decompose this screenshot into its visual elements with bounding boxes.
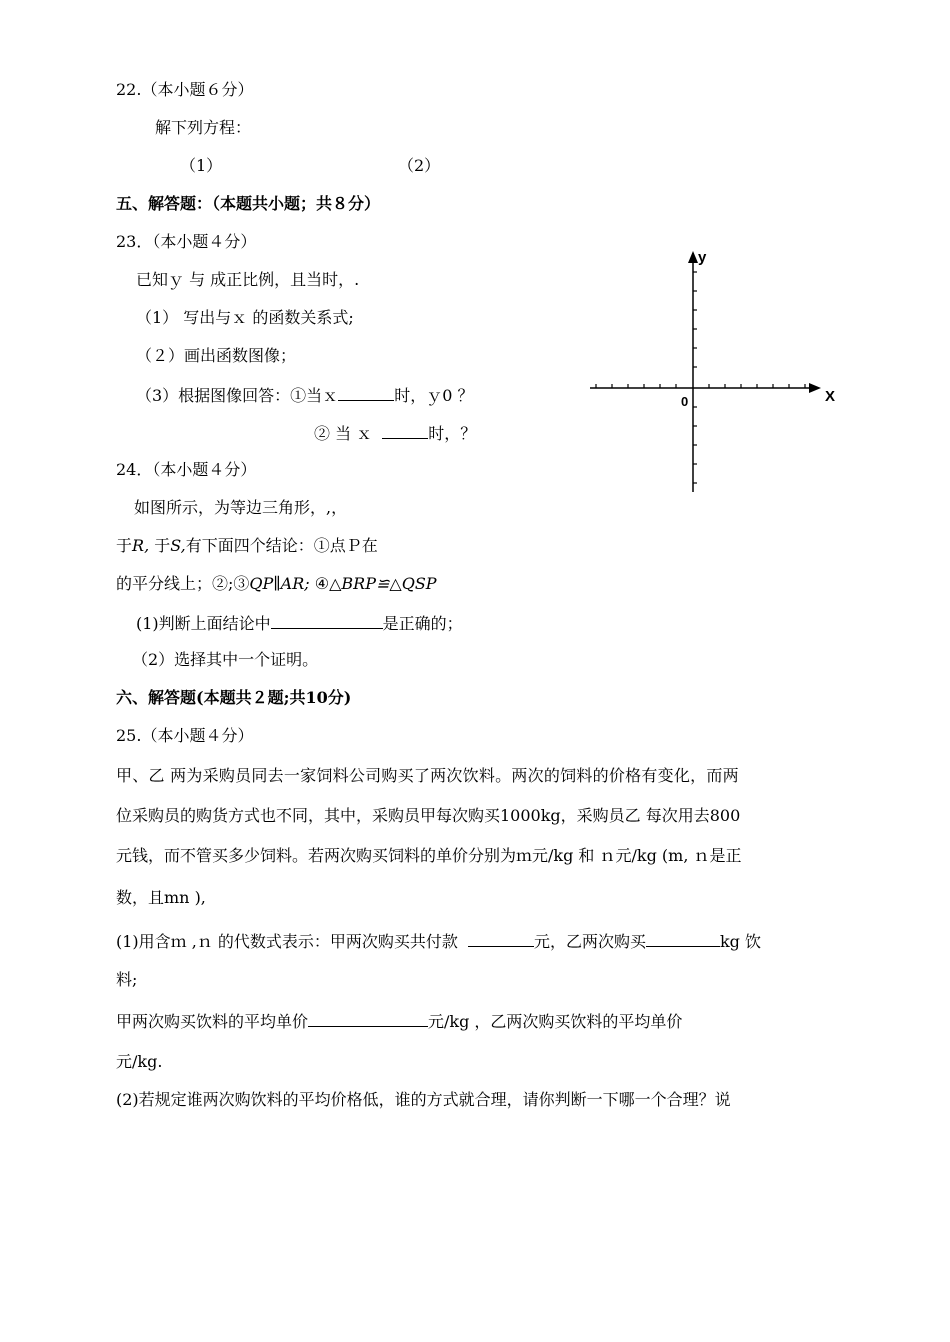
- q25-line4: 数，且mn ),: [116, 888, 206, 907]
- q23-part1: （1） 写出与ｘ 的函数关系式;: [136, 308, 354, 327]
- q24-line2-c: 有下面四个结论：①点Ｐ在: [185, 536, 378, 555]
- section6-title: 六、解答题(本题共２题;共10分): [116, 688, 352, 707]
- q23-stem: 已知ｙ 与 成正比例，且当时，.: [136, 270, 360, 289]
- q22-part1: （1）: [180, 156, 223, 175]
- q25-line5-b: 元，乙两次购买: [533, 932, 646, 951]
- q23-part4-text-a: ② 当 ｘ: [314, 424, 373, 443]
- q22-part2: （2）: [398, 156, 441, 175]
- q23-part3-text-a: （3）根据图像回答：①当ｘ: [136, 386, 339, 405]
- answer-blank[interactable]: [646, 930, 720, 947]
- x-axis-arrow: [809, 383, 821, 393]
- q25-line7: [116, 1010, 682, 1032]
- q25-line3: 元钱，而不管买多少饲料。若两次购买饲料的单价分别为ｍ元/kg 和 ｎ元/kg (m, ｎ是正: [116, 846, 742, 865]
- answer-blank[interactable]: [468, 930, 534, 947]
- q23-part2: （２）画出函数图像；: [136, 346, 297, 365]
- x-axis-label: X: [825, 388, 836, 405]
- q24-line2-s: S,: [170, 536, 186, 555]
- q24-line3: [116, 574, 437, 594]
- section5-title: 五、解答题：（本题共小题；共８分）: [116, 194, 381, 213]
- q24-line4-b: 是正确的；: [382, 614, 463, 633]
- q25-line9: (2)若规定谁两次购饮料的平均价格低，谁的方式就合理，请你判断一下哪一个合理？说: [116, 1090, 731, 1109]
- q25-line7-b: 元/kg ，乙两次购买饮料的平均单价: [428, 1012, 683, 1031]
- coordinate-axes-graph: [585, 245, 840, 495]
- q24-header: 24．（本小题４分）: [116, 460, 257, 479]
- q25-line5-c: kg 饮: [719, 932, 761, 951]
- q24-line2-b: 于: [149, 536, 171, 555]
- answer-blank[interactable]: [308, 1010, 428, 1027]
- q24-line5: （2）选择其中一个证明。: [132, 650, 319, 669]
- q25-line1: 甲、乙 两为采购员同去一家饲料公司购买了两次饮料。两次的饲料的价格有变化，而两: [116, 766, 739, 785]
- q22-header: 22.（本小题６分）: [116, 80, 254, 99]
- q24-line2-r: R,: [132, 536, 150, 555]
- q23-part3-text-b: 时，ｙ0 ？: [394, 386, 474, 405]
- q24-line3-b: QP∥AR;: [249, 574, 310, 593]
- q25-line6: 料;: [116, 970, 138, 989]
- origin-label: 0: [681, 394, 689, 409]
- q24-line4: [136, 612, 463, 634]
- q25-line5-a: (1)用含ｍ ,ｎ 的代数式表示：甲两次购买共付款: [116, 932, 458, 951]
- q23-part3: [136, 384, 473, 406]
- q24-line4-a: (1)判断上面结论中: [136, 614, 271, 633]
- q24-line3-a: 的平分线上；②;③: [116, 574, 250, 593]
- y-axis-arrow: [688, 251, 698, 263]
- q22-instruction: 解下列方程：: [155, 118, 252, 137]
- q24-line3-c: ④: [309, 574, 330, 593]
- answer-blank[interactable]: [271, 612, 383, 629]
- q23-header: 23．（本小题４分）: [116, 232, 257, 251]
- q25-line5: [116, 930, 761, 952]
- q24-line2-a: 于: [116, 536, 133, 555]
- q24-line2: [116, 536, 378, 556]
- q23-part4: [314, 422, 476, 444]
- q25-line8: 元/kg.: [116, 1052, 163, 1071]
- q24-line3-d: △BRP≌△QSP: [329, 574, 437, 593]
- q23-part4-text-b: 时，？: [428, 424, 477, 443]
- q25-line2: 位采购员的购货方式也不同，其中，采购员甲每次购买1000kg，采购员乙 每次用去800: [116, 806, 741, 825]
- answer-blank[interactable]: [382, 422, 428, 439]
- answer-blank[interactable]: [338, 384, 394, 401]
- y-axis-label: y: [698, 249, 707, 266]
- q24-line1: 如图所示，为等边三角形，,，: [134, 498, 348, 517]
- q25-header: 25.（本小题４分）: [116, 726, 254, 745]
- q25-line7-a: 甲两次购买饮料的平均单价: [116, 1012, 309, 1031]
